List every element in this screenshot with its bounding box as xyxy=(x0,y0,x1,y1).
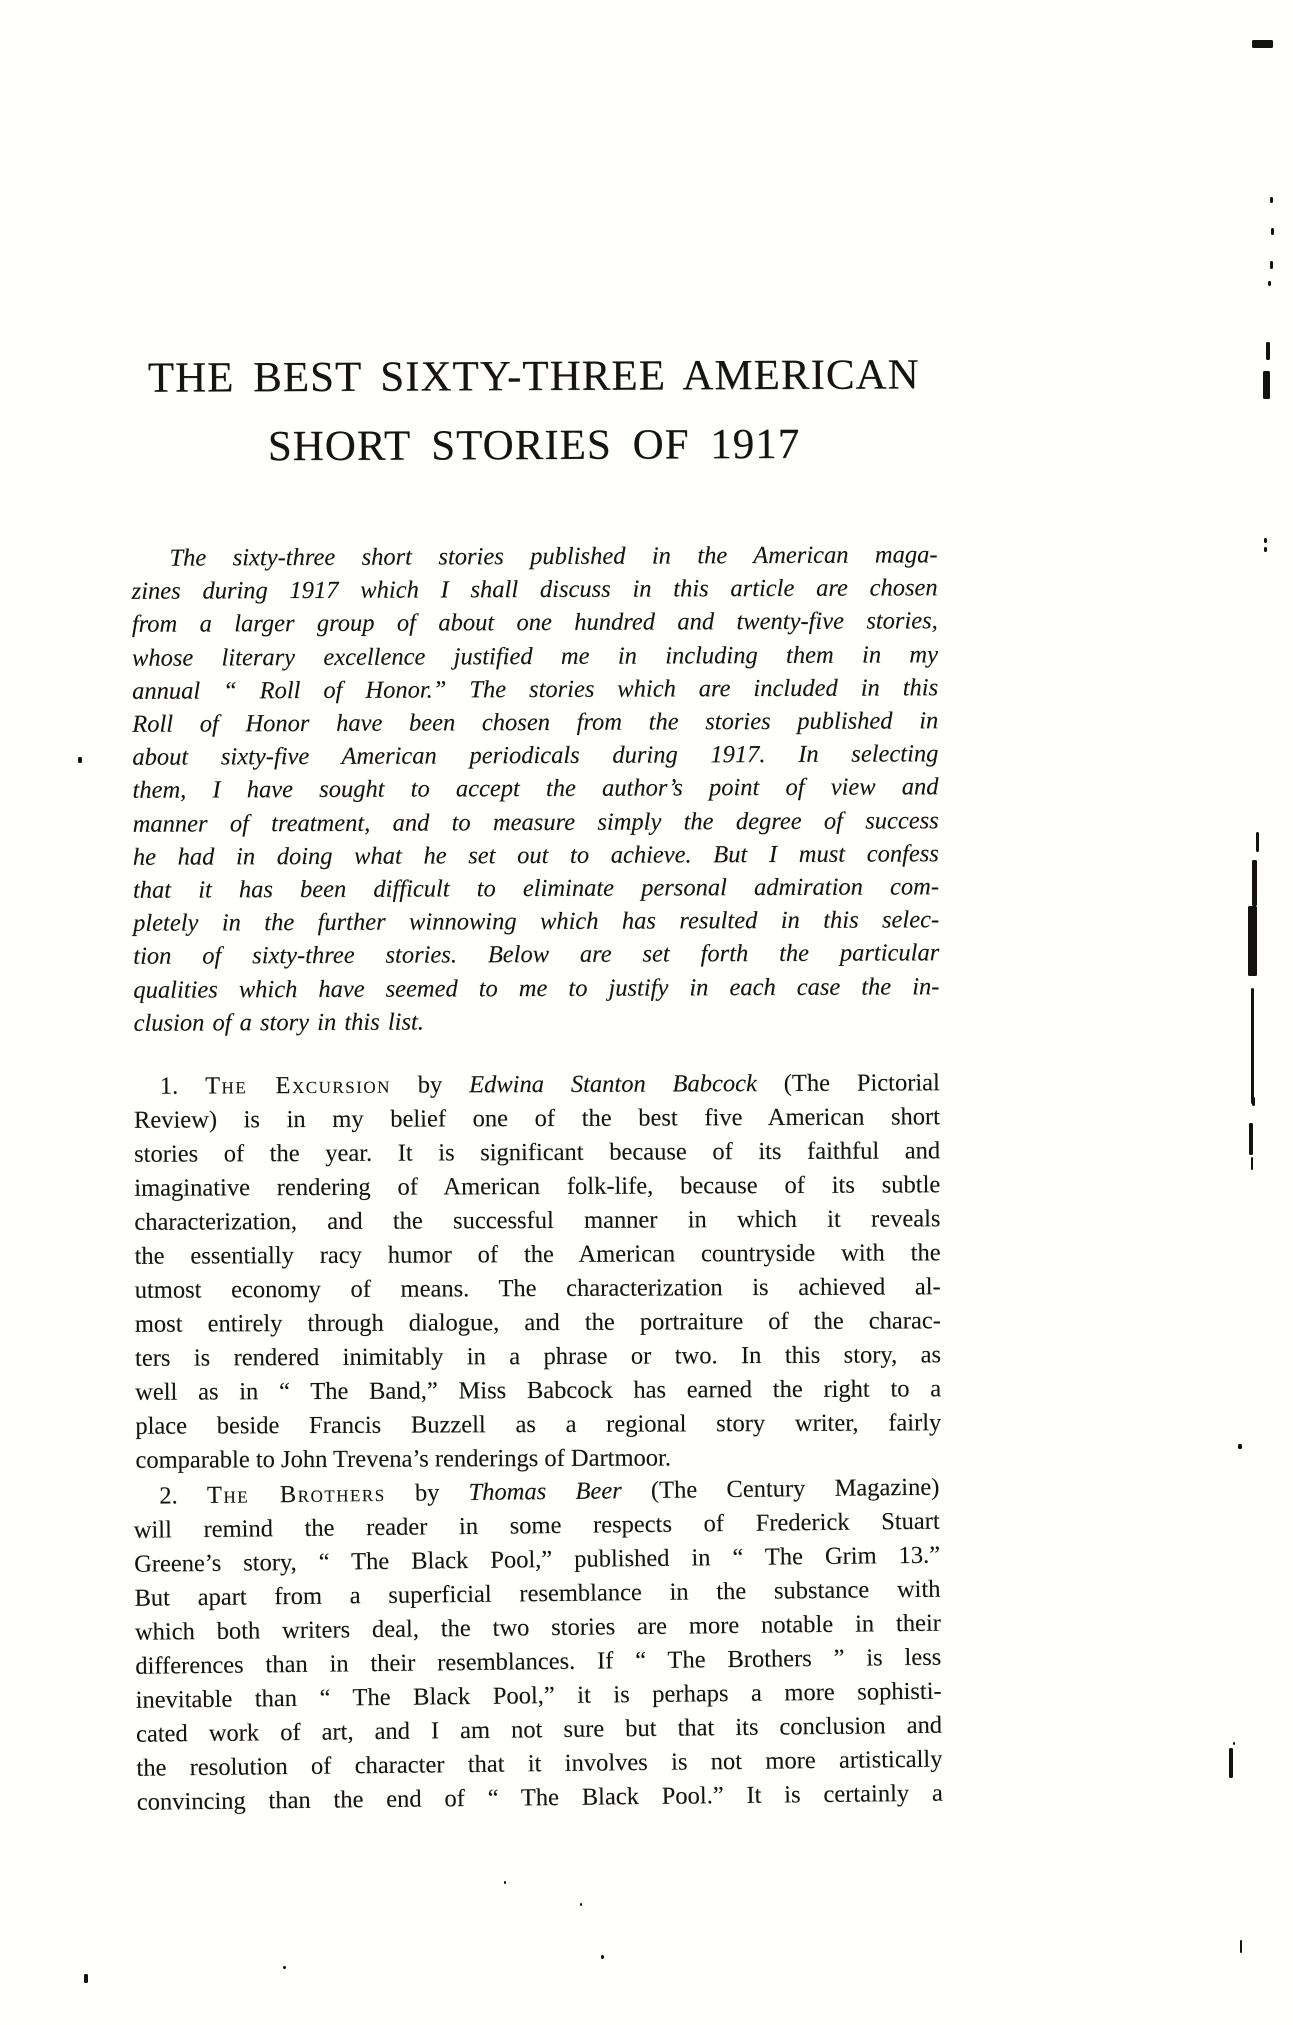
text-line: comparable to John Trevena’s renderings of Dartmoor. xyxy=(135,1444,671,1474)
text-line: them, I have sought to accept the author’s point of view and xyxy=(132,773,939,805)
text-line: differences than in their resemblances. If “ The Brothers ” is less xyxy=(135,1643,942,1680)
ink-speck xyxy=(601,1955,604,1959)
text-line: which both writers deal, the two stories are more notable in their xyxy=(134,1609,941,1646)
ink-speck xyxy=(1251,1157,1253,1170)
text-line: Greene’s story, “ The Black Pool,” published in “ The Grim 13.” xyxy=(133,1541,941,1578)
ink-speck xyxy=(580,1903,582,1906)
ink-speck xyxy=(1271,228,1274,235)
author-name: Edwina Stanton Babcock xyxy=(469,1070,757,1099)
ink-speck xyxy=(1252,1097,1255,1106)
text-line: clusion of a story in this list. xyxy=(133,1008,424,1037)
ink-speck xyxy=(1252,40,1273,48)
text-line: But apart from a superficial resemblance in the substance with xyxy=(134,1575,941,1612)
text-line: imaginative rendering of American folk-life, because of its subtle xyxy=(134,1171,941,1202)
text-line: tion of sixty-three stories. Below are set forth the particular xyxy=(133,939,940,971)
text-line: Review) is in my belief one of the best five American short xyxy=(133,1103,941,1134)
ink-speck xyxy=(78,757,82,763)
text-line: zines during 1917 which I shall discuss in this article are chosen xyxy=(131,574,938,605)
ink-speck xyxy=(84,1974,88,1983)
text-line: the resolution of character that it involves is not more artistically xyxy=(136,1745,943,1782)
text-line: he had in doing what he set out to achieve. But I must confess xyxy=(132,840,939,871)
text-line: Roll of Honor have been chosen from the stories published in xyxy=(132,707,939,738)
text-line: characterization, and the successful manner in which it reveals xyxy=(134,1205,941,1236)
text-line: manner of treatment, and to measure simply the degree of success xyxy=(132,806,939,838)
ink-speck xyxy=(1264,538,1267,543)
ink-speck xyxy=(504,1881,506,1884)
text-line: the essentially racy humor of the American countryside with the xyxy=(134,1239,941,1270)
ink-speck xyxy=(283,1966,286,1969)
ink-speck xyxy=(1238,1444,1242,1449)
ink-speck xyxy=(1249,1123,1253,1155)
text-line: that it has been difficult to eliminate personal admiration com- xyxy=(132,873,940,904)
text-line: 2. The Brothers by Thomas Beer (The Century Magazine) xyxy=(159,1473,940,1510)
text-line: The sixty-three short stories published in the American maga- xyxy=(169,541,938,572)
ink-speck xyxy=(1233,1742,1235,1745)
text-line: will remind the reader in some respects of Frederick Stuart xyxy=(133,1507,940,1544)
text-line: whose literary excellence justified me in including them in my xyxy=(131,640,938,672)
ink-speck xyxy=(1268,281,1271,286)
text-line: stories of the year. It is significant because of its faithful and xyxy=(134,1137,941,1168)
text-line: convincing than the end of “ The Black Pool.” It is certainly a xyxy=(136,1779,943,1816)
entry-paragraph-1 xyxy=(134,1066,942,1478)
text-line: cated work of art, and I am not sure but that its conclusion and xyxy=(135,1711,943,1748)
text-line: 1. The Excursion by Edwina Stanton Babcock (The Pictorial xyxy=(159,1069,940,1100)
text-line: qualities which have seemed to me to justify in each case the in- xyxy=(133,972,940,1004)
ink-speck xyxy=(1252,860,1257,906)
ink-speck xyxy=(1256,832,1259,852)
intro-paragraph xyxy=(131,538,939,1040)
text-line: annual “ Roll of Honor.” The stories which are included in this xyxy=(132,674,939,705)
author-name: Thomas Beer xyxy=(468,1477,622,1506)
text-line: about sixty-five American periodicals during 1917. In selecting xyxy=(132,740,939,771)
ink-speck xyxy=(1248,906,1257,976)
ink-speck xyxy=(1266,342,1270,360)
ink-speck xyxy=(1264,547,1267,552)
entry-paragraph-2 xyxy=(133,1471,943,1820)
text-line: place beside Francis Buzzell as a regional story writer, fairly xyxy=(135,1409,942,1440)
story-title: The Brothers xyxy=(206,1479,386,1509)
page-title-line-2: SHORT STORIES OF 1917 xyxy=(267,420,801,471)
text-line: ters is rendered inimitably in a phrase or two. In this story, as xyxy=(134,1341,942,1372)
text-line: well as in “ The Band,” Miss Babcock has earned the right to a xyxy=(135,1375,942,1406)
text-line: most entirely through dialogue, and the portraiture of the charac- xyxy=(134,1307,941,1338)
ink-speck xyxy=(1240,1940,1242,1953)
ink-speck xyxy=(1251,988,1254,1104)
page-title-line-1: THE BEST SIXTY-THREE AMERICAN xyxy=(147,351,920,402)
text-line: from a larger group of about one hundred and twenty-five stories, xyxy=(131,607,938,639)
ink-speck xyxy=(1229,1748,1233,1778)
ink-speck xyxy=(1263,371,1270,399)
ink-speck xyxy=(1270,261,1273,269)
text-line: utmost economy of means. The characterization is achieved al- xyxy=(134,1273,941,1304)
text-line: pletely in the further winnowing which has resulted in this selec- xyxy=(133,906,940,937)
text-line: inevitable than “ The Black Pool,” it is perhaps a more sophisti- xyxy=(135,1677,942,1714)
story-title: The Excursion xyxy=(204,1071,391,1100)
ink-speck xyxy=(1270,197,1273,203)
text-block xyxy=(129,0,944,2025)
